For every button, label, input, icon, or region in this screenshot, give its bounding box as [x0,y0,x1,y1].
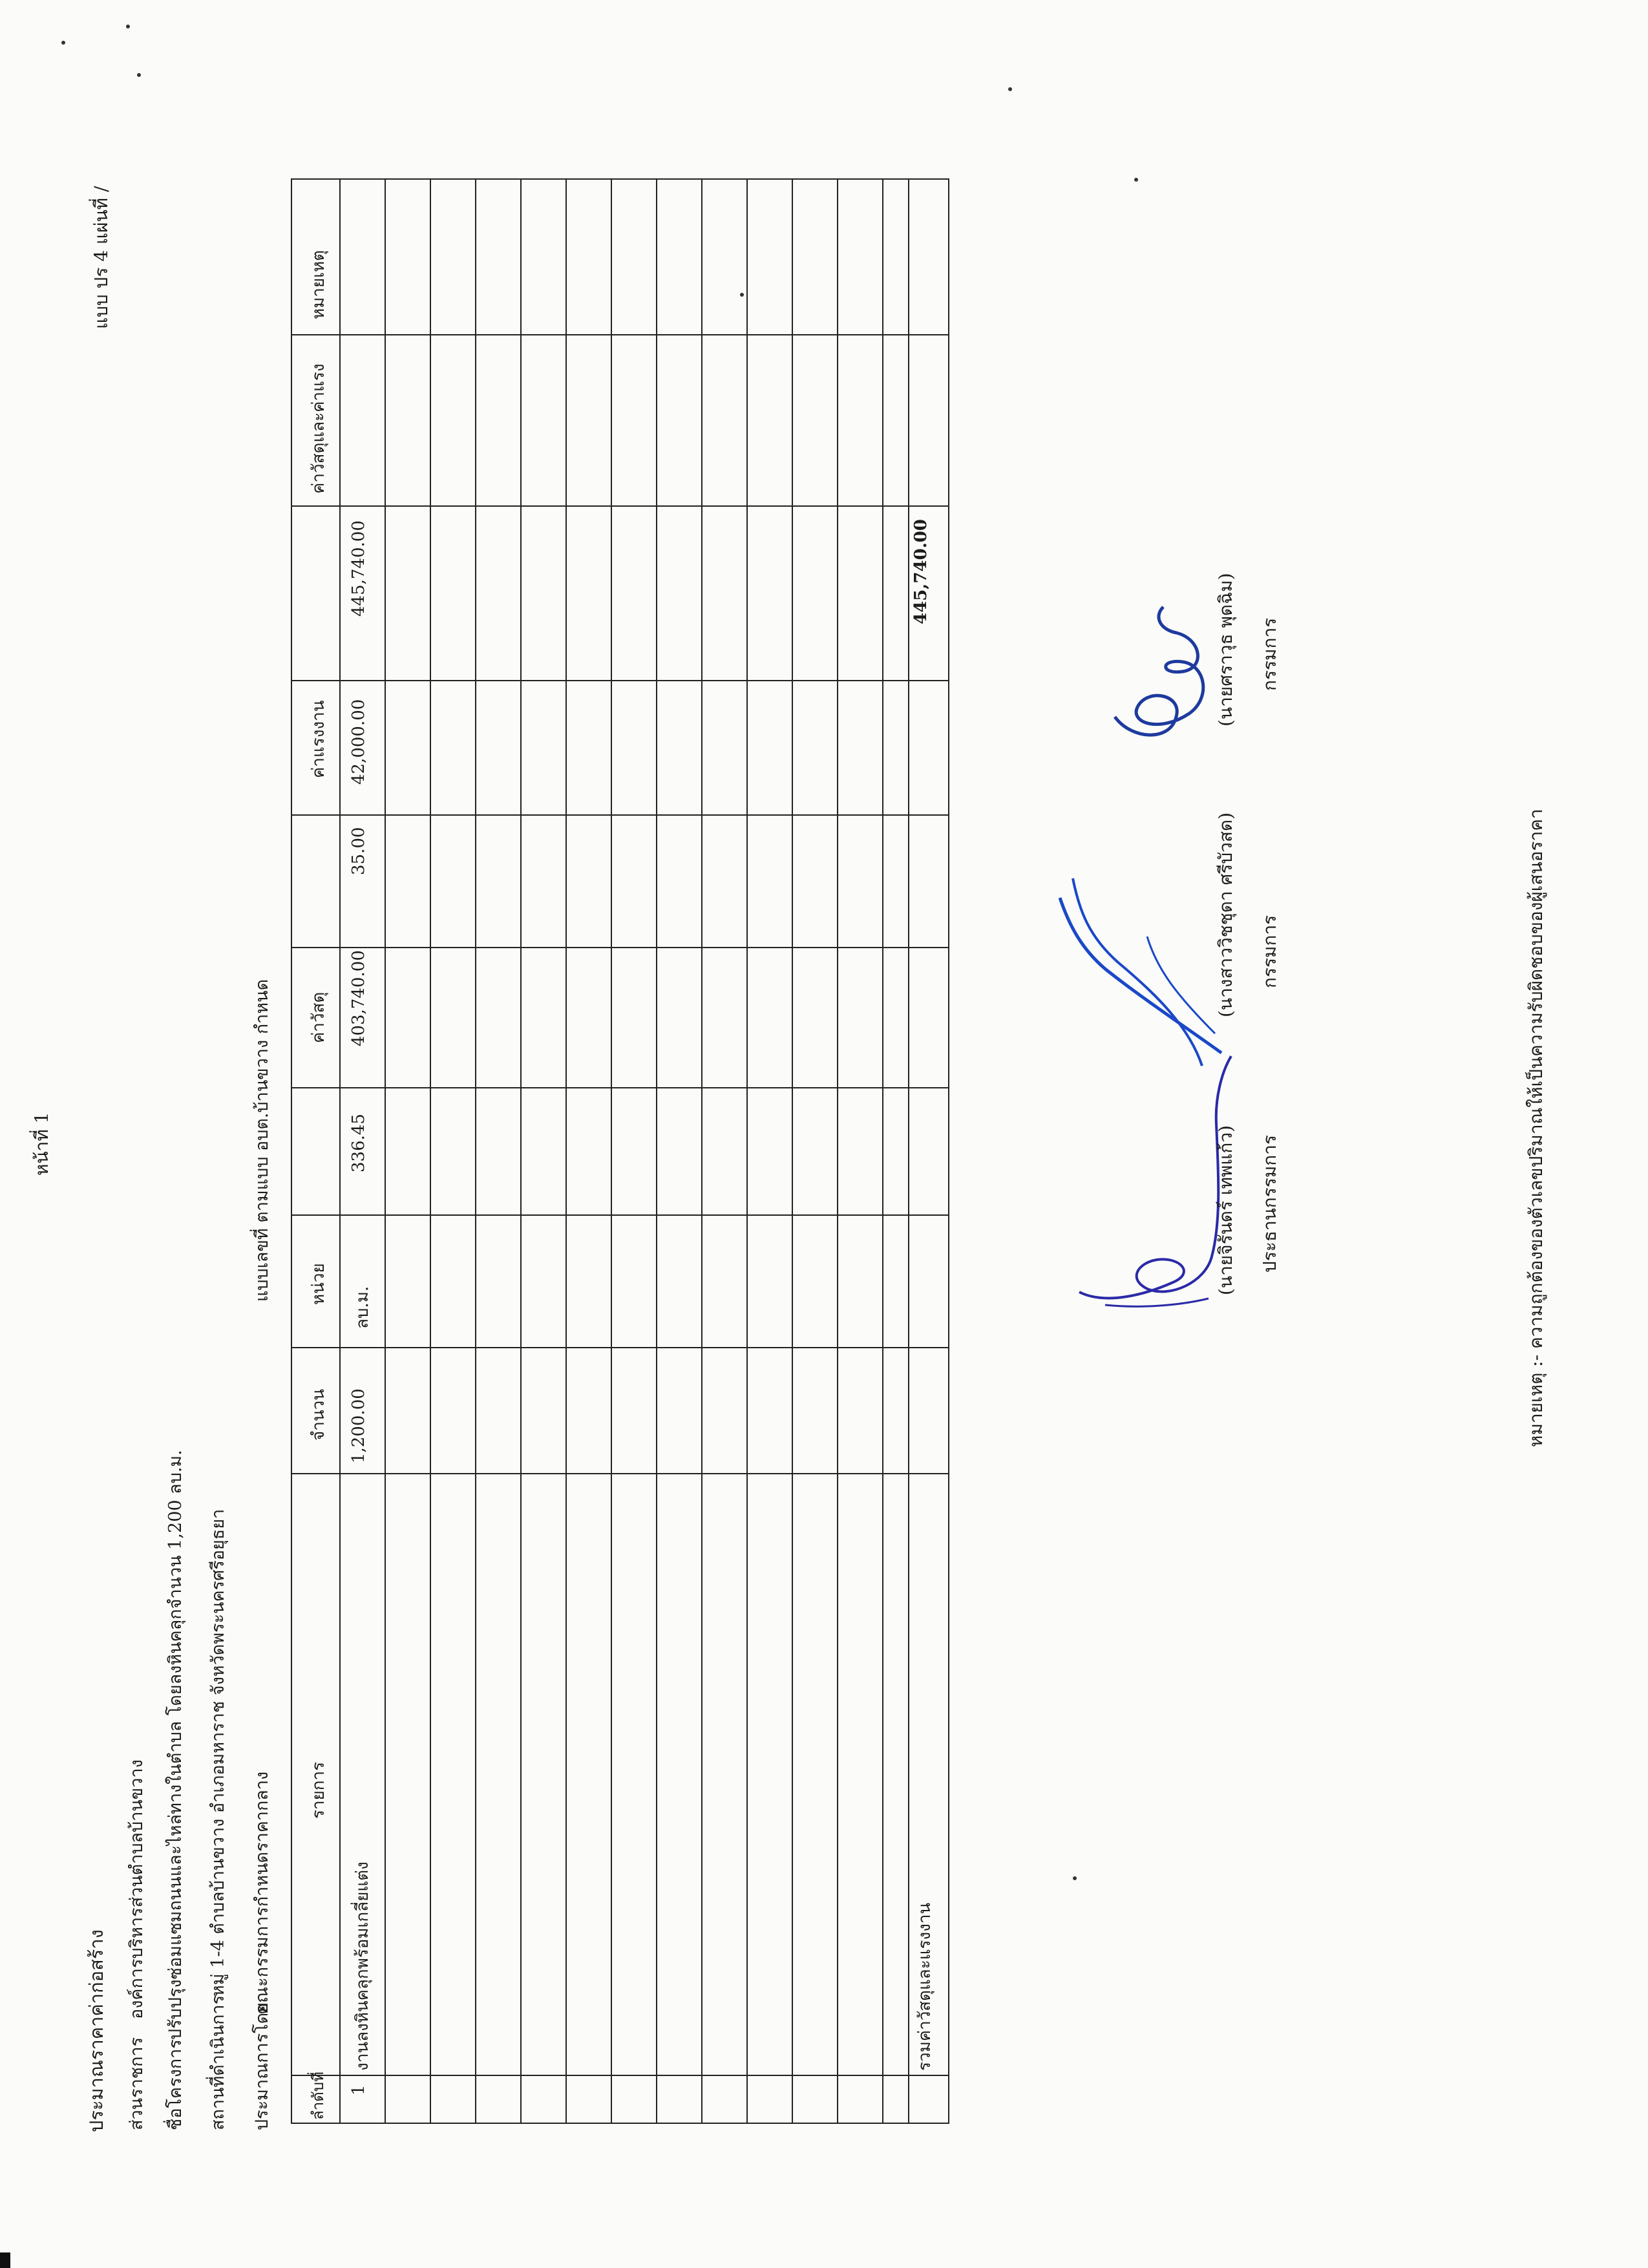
header-unit: หน่วย [309,1263,328,1305]
location-label: สถานที่ดำเนินการ [208,1995,228,2130]
row-divider [701,180,703,2123]
row-divider [430,180,431,2123]
scan-edge-mark [0,2252,10,2268]
signature-member-2 [1092,581,1228,762]
row-divider [475,180,476,2123]
agency-value: องค์การบริหารส่วนตำบลบ้านขวาง [127,1759,147,2019]
signatory-2-position: กรรมการ [1259,915,1280,988]
signature-member-1 [1034,859,1241,1092]
signatory-3-name: (นายศราวุธ พุดฉิม) [1215,573,1236,726]
header-material: ค่าวัสดุ [309,991,328,1043]
col-divider [292,505,948,507]
row-divider [792,180,793,2123]
row-divider [611,180,612,2123]
col-divider [292,334,948,335]
signatory-1-position: ประธานกรรมการ [1259,1134,1280,1273]
form-reference: แบบเลขที่ ตามแบบ อบต.บ้านขวาง กำหนด [252,979,272,1302]
header-remark: หมายเหตุ [309,249,328,319]
estimator-label: ประมาณการโดย [252,2002,272,2130]
col-divider [292,1214,948,1216]
footnote: หมายเหตุ :- ความถูกต้องของตัวเลขปริมาณให้เป็นความรับผิดชอบของผู้เสนอราคา [1525,809,1547,1447]
location-value: หมู่ 1-4 ตำบลบ้านขวาง อำเภอมหาราช จังหวัดพระนครศรีอยุธยา [208,1509,228,1997]
col-divider [292,680,948,681]
project-label: ชื่อโครงการ [165,2039,185,2130]
project-value: ปรับปรุงซ่อมแซมถนนและไหล่ทางในตำบล โดยลงหินคลุกจำนวน 1,200 ลบ.ม. [165,1450,185,2040]
estimator-value: คณะกรรมการกำหนดราคากลาง [252,1771,272,2015]
header-no: ลำดับที่ [309,2072,327,2120]
signatory-2-name: (นางสาววิชชุดา ศรีบัวสด) [1215,812,1236,1017]
header-item: รายการ [309,1761,328,1819]
col-divider [292,1473,948,1474]
scan-speck [61,41,65,45]
row1-unit: ลบ.ม. [353,1286,372,1329]
col-divider [292,947,948,948]
row-divider [837,180,838,2123]
row1-no: 1 [349,2084,368,2095]
scan-speck [126,25,130,28]
row-divider [882,180,883,2123]
row-divider [565,180,567,2123]
col-divider [292,814,948,816]
agency-label: ส่วนราชการ [127,2037,147,2130]
row-divider [908,180,909,2123]
form-number: แบบ ปร 4 แผ่นที่ / [90,185,112,329]
row-divider [520,180,522,2123]
row1-total: 445,740.00 [349,520,368,617]
col-divider [292,2075,948,2076]
col-divider [292,1087,948,1088]
total-value: 445,740.00 [911,519,931,624]
scan-speck [137,73,141,77]
row1-labor-unit-price: 35.00 [349,827,368,875]
header-qty: จำนวน [309,1389,328,1441]
row1-material-amount: 403,740.00 [349,950,368,1046]
header-total: ค่าวัสดุและค่าแรง [309,363,328,494]
header-labor: ค่าแรงงาน [309,700,328,778]
row1-material-unit-price: 336.45 [349,1114,368,1172]
row-divider [746,180,748,2123]
document-title: ประมาณราคาค่าก่อสร้าง [85,1929,107,2132]
total-label: รวมค่าวัสดุและแรงงาน [915,1902,935,2071]
scan-speck [1134,178,1138,182]
row1-qty: 1,200.00 [349,1388,368,1463]
scan-speck [1008,87,1012,91]
scan-speck [1073,1876,1077,1880]
cost-table [291,178,949,2124]
signatory-3-position: กรรมการ [1259,617,1280,691]
row1-labor-amount: 42,000.00 [349,699,368,785]
col-divider [292,1347,948,1348]
scan-speck [740,293,744,297]
page-number: หน้าที่ 1 [31,1112,52,1176]
row-divider [656,180,657,2123]
row-divider [385,180,386,2123]
signatory-1-name: (นายจิรันดร์ เทพแก้ว) [1215,1125,1236,1295]
row-divider [339,180,341,2123]
row1-item: งานลงหินคลุกพร้อมเกลี่ยแต่ง [353,1861,372,2071]
